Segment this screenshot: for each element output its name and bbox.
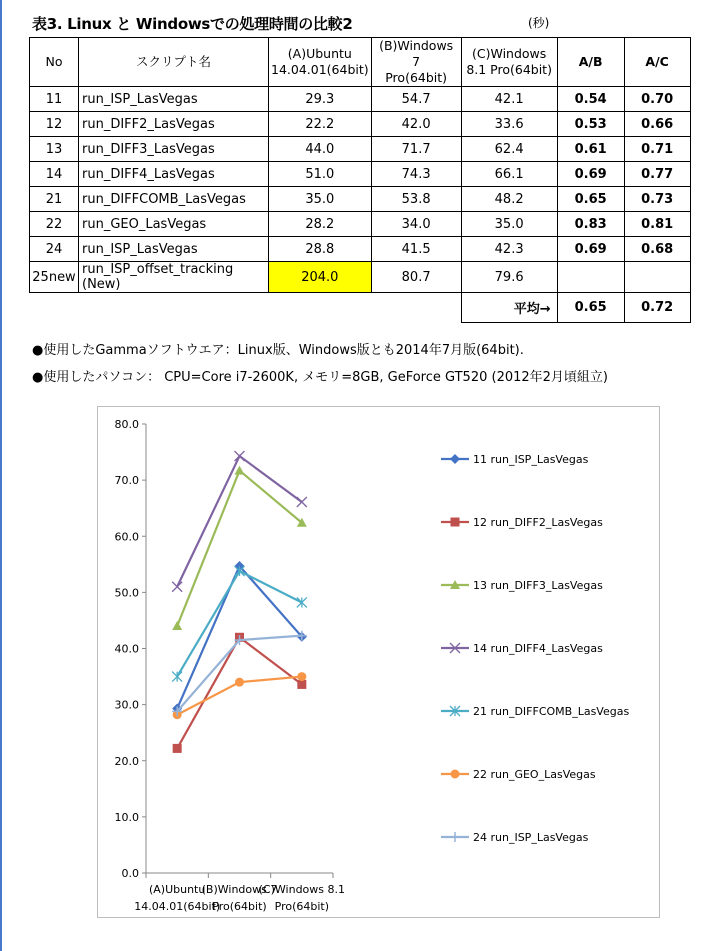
cell-script-name: run_ISP_LasVegas bbox=[79, 237, 269, 262]
cell-a: 28.2 bbox=[269, 212, 372, 237]
cell-ab bbox=[557, 262, 624, 293]
cell-ac: 0.77 bbox=[624, 162, 690, 187]
data-point bbox=[297, 497, 307, 507]
y-tick-label: 10.0 bbox=[114, 810, 139, 824]
data-point bbox=[297, 672, 306, 681]
cell-a: 35.0 bbox=[269, 187, 372, 212]
cell-c: 66.1 bbox=[461, 162, 557, 187]
cell-script-name: run_DIFFCOMB_LasVegas bbox=[79, 187, 269, 212]
cell-script-name: run_ISP_offset_tracking (New) bbox=[79, 262, 269, 293]
cell-script-name: run_DIFF4_LasVegas bbox=[79, 162, 269, 187]
cell-ab: 0.53 bbox=[557, 112, 624, 137]
x-tick-label: Pro(64bit) bbox=[212, 900, 267, 913]
legend-label: 22 run_GEO_LasVegas bbox=[473, 768, 596, 781]
cell-ab: 0.83 bbox=[557, 212, 624, 237]
cell-no: 22 bbox=[30, 212, 79, 237]
x-tick-label: Pro(64bit) bbox=[274, 900, 330, 913]
cell-ab: 0.69 bbox=[557, 237, 624, 262]
note-pc: ●使用したパソコン： CPU=Core i7-2600K, メモリ=8GB, GeForce GT520 (2012年2月頃組立) bbox=[32, 370, 608, 385]
cell-ac: 0.66 bbox=[624, 112, 690, 137]
cell-no: 21 bbox=[30, 187, 79, 212]
cell-b: 71.7 bbox=[371, 137, 461, 162]
cell-script-name: run_DIFF3_LasVegas bbox=[79, 137, 269, 162]
table-row bbox=[30, 237, 691, 262]
cell-c: 35.0 bbox=[461, 212, 557, 237]
cell-a: 28.8 bbox=[269, 237, 372, 262]
average-label: 平均→ bbox=[461, 293, 557, 323]
page-title: 表3. Linux と Windowsでの処理時間の比較2 bbox=[32, 15, 353, 33]
cell-b: 54.7 bbox=[371, 87, 461, 112]
average-ab: 0.65 bbox=[557, 293, 624, 323]
cell-c: 42.3 bbox=[461, 237, 557, 262]
table-row bbox=[30, 112, 691, 137]
chart-area bbox=[97, 406, 660, 918]
header-b-line2: Pro(64bit) bbox=[385, 70, 448, 85]
cell-a: 204.0 bbox=[269, 262, 372, 293]
x-tick-label: (C)Windows 8.1 bbox=[258, 883, 346, 896]
table-row bbox=[30, 212, 691, 237]
legend-label: 21 run_DIFFCOMB_LasVegas bbox=[473, 705, 630, 718]
data-point bbox=[172, 621, 182, 630]
cell-a: 22.2 bbox=[269, 112, 372, 137]
legend-label: 11 run_ISP_LasVegas bbox=[473, 453, 589, 466]
x-tick-label: 14.04.01(64bit) bbox=[134, 900, 221, 913]
data-point bbox=[172, 582, 182, 592]
cell-ac: 0.70 bbox=[624, 87, 690, 112]
cell-ac: 0.68 bbox=[624, 237, 690, 262]
cell-ac bbox=[624, 262, 690, 293]
legend-marker bbox=[450, 454, 460, 464]
cell-script-name: run_DIFF2_LasVegas bbox=[79, 112, 269, 137]
legend-label: 24 run_ISP_LasVegas bbox=[473, 831, 589, 844]
cell-a: 44.0 bbox=[269, 137, 372, 162]
header-ab: A/B bbox=[557, 38, 624, 87]
header-ac: A/C bbox=[624, 38, 690, 87]
data-point bbox=[235, 678, 244, 687]
cell-b: 41.5 bbox=[371, 237, 461, 262]
cell-ac: 0.81 bbox=[624, 212, 690, 237]
cell-ac: 0.71 bbox=[624, 137, 690, 162]
y-tick-label: 70.0 bbox=[114, 474, 139, 488]
cell-no: 24 bbox=[30, 237, 79, 262]
header-c bbox=[461, 38, 557, 87]
y-tick-label: 80.0 bbox=[114, 418, 139, 431]
header-script-name: スクリプト名 bbox=[79, 38, 269, 87]
header-c-line2: 8.1 Pro(64bit) bbox=[466, 62, 552, 77]
cell-no: 14 bbox=[30, 162, 79, 187]
cell-no: 12 bbox=[30, 112, 79, 137]
cell-ab: 0.65 bbox=[557, 187, 624, 212]
y-tick-label: 20.0 bbox=[114, 754, 139, 768]
header-a-line1: (A)Ubuntu bbox=[287, 46, 352, 61]
cell-script-name: run_GEO_LasVegas bbox=[79, 212, 269, 237]
header-a bbox=[269, 38, 372, 87]
legend-label: 13 run_DIFF3_LasVegas bbox=[473, 579, 603, 592]
cell-b: 74.3 bbox=[371, 162, 461, 187]
data-point bbox=[172, 672, 182, 682]
table-row bbox=[30, 187, 691, 212]
legend-marker bbox=[451, 770, 460, 779]
note-software: ●使用したGammaソフトウエア：Linux版、Windows版とも2014年7月版(64bit). bbox=[32, 343, 524, 358]
data-point bbox=[297, 680, 306, 689]
cell-ac: 0.73 bbox=[624, 187, 690, 212]
cell-b: 34.0 bbox=[371, 212, 461, 237]
data-point bbox=[235, 451, 245, 461]
y-tick-label: 60.0 bbox=[114, 530, 139, 544]
header-b bbox=[371, 38, 461, 87]
cell-b: 53.8 bbox=[371, 187, 461, 212]
average-row bbox=[30, 293, 691, 323]
cell-ab: 0.69 bbox=[557, 162, 624, 187]
data-point bbox=[235, 466, 245, 475]
series-line bbox=[177, 637, 302, 748]
line-chart bbox=[98, 407, 659, 917]
unit-label: (秒) bbox=[528, 16, 550, 30]
legend-label: 14 run_DIFF4_LasVegas bbox=[473, 642, 603, 655]
y-tick-label: 0.0 bbox=[121, 867, 139, 880]
y-tick-label: 40.0 bbox=[114, 642, 139, 656]
series-line bbox=[177, 571, 302, 677]
y-tick-label: 50.0 bbox=[114, 586, 139, 600]
header-a-line2: 14.04.01(64bit) bbox=[271, 62, 369, 77]
cell-no: 25new bbox=[30, 262, 79, 293]
legend-label: 12 run_DIFF2_LasVegas bbox=[473, 516, 603, 529]
table-row bbox=[30, 262, 691, 293]
table-row bbox=[30, 137, 691, 162]
average-blank bbox=[30, 293, 462, 323]
cell-c: 42.1 bbox=[461, 87, 557, 112]
cell-no: 11 bbox=[30, 87, 79, 112]
y-tick-label: 30.0 bbox=[114, 698, 139, 712]
header-c-line1: (C)Windows bbox=[472, 46, 547, 61]
cell-c: 48.2 bbox=[461, 187, 557, 212]
cell-b: 42.0 bbox=[371, 112, 461, 137]
header-no: No bbox=[30, 38, 79, 87]
legend-marker bbox=[450, 832, 460, 842]
comparison-table bbox=[29, 37, 691, 323]
x-tick-label: (A)Ubuntu bbox=[148, 883, 206, 896]
table-row bbox=[30, 87, 691, 112]
cell-ab: 0.61 bbox=[557, 137, 624, 162]
cell-c: 33.6 bbox=[461, 112, 557, 137]
cell-script-name: run_ISP_LasVegas bbox=[79, 87, 269, 112]
cell-ab: 0.54 bbox=[557, 87, 624, 112]
x-tick-label: (B)Windows 7 bbox=[201, 883, 278, 896]
cell-a: 51.0 bbox=[269, 162, 372, 187]
table-row bbox=[30, 162, 691, 187]
legend-marker bbox=[451, 518, 460, 527]
cell-no: 13 bbox=[30, 137, 79, 162]
cell-c: 79.6 bbox=[461, 262, 557, 293]
table-header-row bbox=[30, 38, 691, 87]
header-b-line1: (B)Windows 7 bbox=[379, 38, 454, 69]
page-left-border bbox=[0, 0, 2, 951]
average-ac: 0.72 bbox=[624, 293, 690, 323]
data-point bbox=[297, 597, 307, 607]
cell-a: 29.3 bbox=[269, 87, 372, 112]
cell-b: 80.7 bbox=[371, 262, 461, 293]
cell-c: 62.4 bbox=[461, 137, 557, 162]
data-point bbox=[173, 744, 182, 753]
